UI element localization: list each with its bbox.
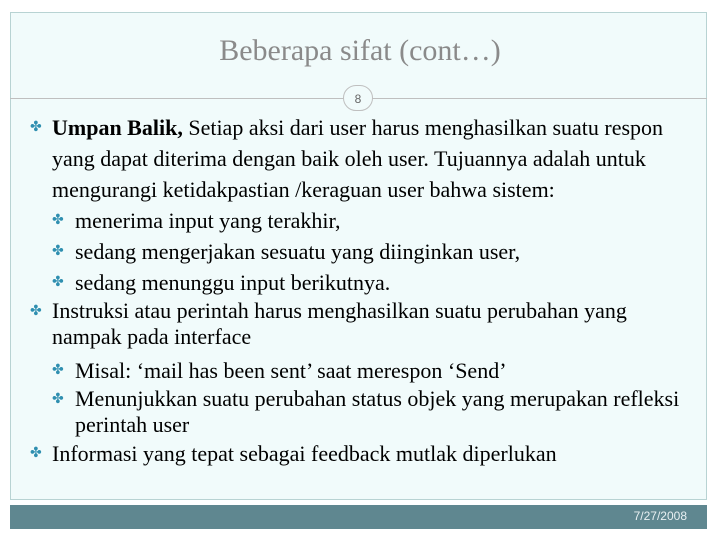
sub-bullet — [30, 267, 700, 298]
sub-bullet — [30, 205, 700, 236]
footer-date: 7/27/2008 — [633, 509, 687, 523]
bullet-informasi — [30, 438, 700, 469]
sub-bullet — [30, 386, 700, 438]
bullet-icon: ✤ — [30, 303, 42, 319]
sub-bullet-icon: ✤ — [52, 243, 64, 259]
sub-bullet-text: menerima input yang terakhir, — [75, 208, 341, 233]
sub-bullet-text: Misal: ‘mail has been sent’ saat merespon ‘Send’ — [75, 358, 507, 383]
bullet-text: Instruksi atau perintah harus menghasilkan suatu perubahan yang nampak pada interface — [52, 298, 627, 349]
sub-bullet-icon: ✤ — [52, 391, 64, 407]
bullet-umpan-balik — [30, 112, 700, 205]
footer-bar — [10, 505, 707, 529]
bullet-text: Setiap aksi dari user harus menghasilkan suatu respon yang dapat diterima dengan baik oleh user. Tujuannya adalah untuk mengurangi ketidakpastian /keraguan user bahwa sistem: — [52, 115, 664, 202]
slide-title: Beberapa sifat (cont…) — [219, 34, 501, 67]
sub-bullet-text: Menunjukkan suatu perubahan status objek yang merupakan refleksi perintah user — [75, 386, 680, 437]
sub-bullet — [30, 355, 700, 386]
slide-body — [30, 112, 700, 469]
bullet-icon: ✤ — [30, 445, 42, 461]
bullet-text: Informasi yang tepat sebagai feedback mutlak diperlukan — [52, 441, 557, 466]
sub-bullet-icon: ✤ — [52, 274, 64, 290]
bullet-heading: Umpan Balik, — [52, 115, 183, 140]
bullet-icon: ✤ — [30, 119, 42, 135]
sub-bullet-text: sedang menunggu input berikutnya. — [75, 270, 391, 295]
page-number: 8 — [343, 85, 373, 111]
sub-bullet-icon: ✤ — [52, 362, 64, 378]
sub-bullet — [30, 236, 700, 267]
bullet-instruksi — [30, 298, 700, 350]
sub-bullet-text: sedang mengerjakan sesuatu yang diinginkan user, — [75, 239, 521, 264]
sub-bullet-icon: ✤ — [52, 212, 64, 228]
